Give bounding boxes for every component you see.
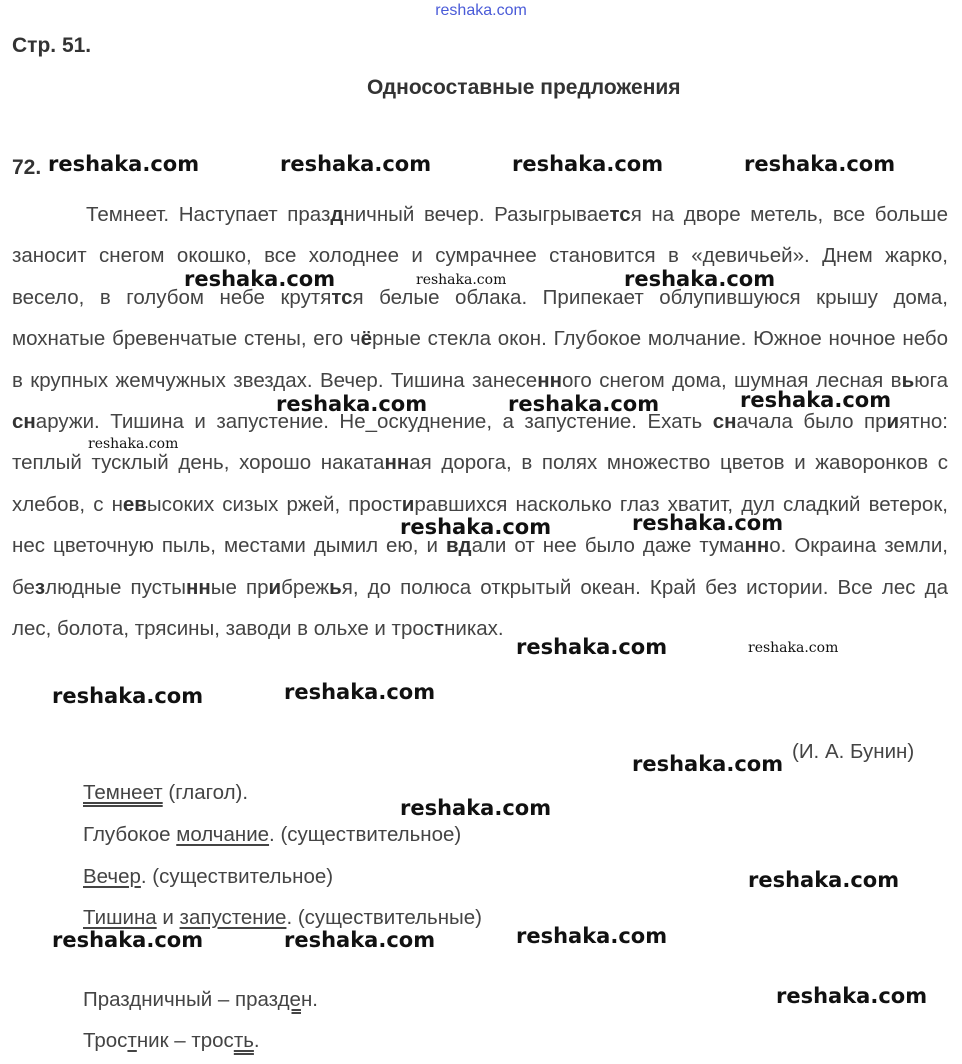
watermark: reshaka.com bbox=[400, 796, 552, 820]
analysis-line-1: Темнеет (глагол). bbox=[83, 781, 249, 804]
watermark: reshaka.com bbox=[48, 152, 200, 176]
analysis-line-2: Глубокое молчание. (существительное) bbox=[83, 823, 462, 846]
site-header-link[interactable]: reshaka.com bbox=[435, 2, 527, 19]
watermark: reshaka.com bbox=[280, 152, 432, 176]
watermark: reshaka.com bbox=[276, 392, 428, 416]
watermark: reshaka.com bbox=[284, 928, 436, 952]
author-attribution: (И. А. Бунин) bbox=[792, 740, 915, 763]
analysis-line-3: Вечер. (существительное) bbox=[83, 865, 334, 888]
watermark: reshaka.com bbox=[52, 684, 204, 708]
watermark: reshaka.com bbox=[632, 511, 784, 535]
watermark: reshaka.com bbox=[748, 868, 900, 892]
word-pair-2: Тростник – трость. bbox=[83, 1029, 260, 1052]
watermark: reshaka.com bbox=[512, 152, 664, 176]
word-pair-1: Праздничный – празден. bbox=[83, 988, 318, 1011]
watermark: reshaka.com bbox=[508, 392, 660, 416]
watermark: reshaka.com bbox=[284, 680, 436, 704]
main-text: Темнеет. Наступает праздничный вечер. Разыгрывается на дворе метель, все больше заносит снегом окошко, все холоднее и сумрачнее становится в «девичьей». Днем жарко, весело, в голубом небе крутятся белые облака. Припекает облупившуюся крышу дома, мохнатые бревенчатые стены, его чёрные стекла окон. Глубокое молчание. Южное ночное небо в крупных жемчужных звездах. Вечер. Тишина занесенного снегом дома, шумная лесная вьюга снаружи. Тишина и запустение. Не_оскуднение, а запустение. Ехать сначала было приятно: теплый тусклый день, хорошо накатанная дорога, в полях множество цветов и жаворонков с хлебов, с невысоких сизых ржей, простиравшихся насколько глаз хватит, дул сладкий ветерок, нес цветочную пыль, местами дымил ею, и вдали от нее было даже туманно. Окраина земли, безлюдные пустынные прибрежья, до полюса открытый океан. Край без истории. Все лес да лес, болота, трясины, заводи в ольхе и тростниках. bbox=[12, 203, 949, 641]
analysis-line-4: Тишина и запустение. (существительные) bbox=[83, 906, 482, 929]
section-title: Односоставные предложения bbox=[367, 76, 681, 99]
watermark: reshaka.com bbox=[400, 515, 552, 539]
watermark: reshaka.com bbox=[52, 928, 204, 952]
watermark: reshaka.com bbox=[740, 388, 892, 412]
watermark: reshaka.com bbox=[632, 752, 784, 776]
watermark: reshaka.com bbox=[516, 635, 668, 659]
watermark: reshaka.com bbox=[748, 640, 839, 656]
page-label: Стр. 51. bbox=[12, 34, 92, 57]
task-number: 72. bbox=[12, 156, 42, 179]
watermark: reshaka.com bbox=[624, 267, 776, 291]
watermark: reshaka.com bbox=[516, 924, 668, 948]
watermark: reshaka.com bbox=[184, 267, 336, 291]
watermark: reshaka.com bbox=[88, 436, 179, 452]
watermark: reshaka.com bbox=[776, 984, 928, 1008]
watermark: reshaka.com bbox=[744, 152, 896, 176]
watermark: reshaka.com bbox=[416, 272, 507, 288]
